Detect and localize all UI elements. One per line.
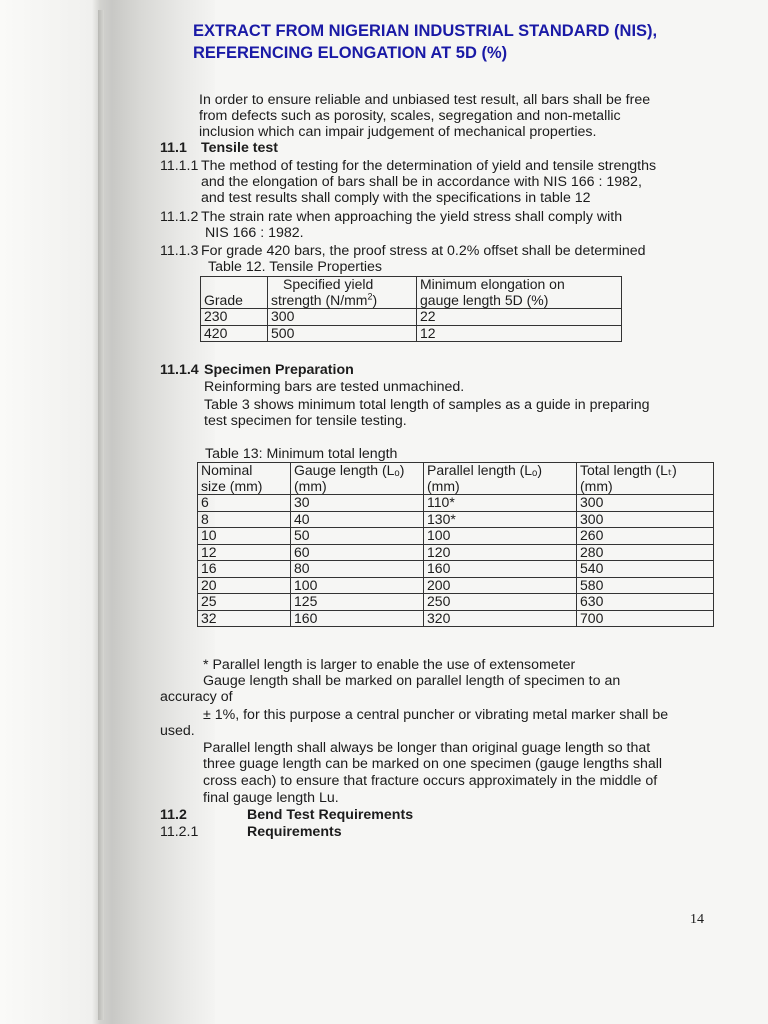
table-13 [197, 462, 714, 627]
section-11-1-1-line-1: The method of testing for the determination of yield and tensile strengths [201, 158, 657, 174]
table-cell: 30 [291, 495, 424, 512]
section-11-1-3-number: 11.1.3 [160, 243, 199, 259]
table-cell: 100 [291, 577, 424, 594]
table-row [201, 309, 622, 326]
section-11-2-1-heading: Requirements [247, 824, 342, 840]
table-cell: 12 [417, 325, 622, 342]
table-cell: 420 [201, 325, 268, 342]
section-11-1-heading: Tensile test [201, 140, 279, 156]
title-line-1: EXTRACT FROM NIGERIAN INDUSTRIAL STANDARD (NIS), [193, 22, 658, 40]
intro-line-2: from defects such as porosity, scales, segregation and non-metallic [199, 108, 621, 124]
section-11-1-2-line-2: NIS 166 : 1982. [205, 225, 304, 241]
table-row [198, 610, 714, 627]
parallel-note-line-4: final gauge length Lu. [203, 790, 339, 806]
table-row [198, 544, 714, 561]
table-cell: 300 [577, 511, 714, 528]
table-cell: 130* [424, 511, 577, 528]
table-cell: 6 [198, 495, 291, 512]
table-12-header-yield: Specified yield strength $(N/mm^2)$ [268, 277, 417, 309]
section-11-2-heading: Bend Test Requirements [247, 807, 414, 823]
table-cell: 320 [424, 610, 577, 627]
table-12-header-row [201, 277, 622, 309]
parallel-note-line-2: three guage length can be marked on one specimen (gauge lengths shall [203, 756, 663, 772]
gauge-note-line-4: used. [160, 723, 195, 739]
table-cell: 260 [577, 528, 714, 545]
table-cell: 12 [198, 544, 291, 561]
table-cell: 250 [424, 594, 577, 611]
table-cell: 160 [291, 610, 424, 627]
table-cell: 22 [417, 309, 622, 326]
table-cell: 500 [268, 325, 417, 342]
section-11-1-4-heading: Specimen Preparation [204, 362, 354, 378]
title-line-2: REFERENCING ELONGATION AT 5D (%) [193, 44, 508, 62]
section-11-1-2-number: 11.1.2 [160, 209, 199, 225]
table-row [198, 528, 714, 545]
table-cell: 32 [198, 610, 291, 627]
section-11-2-number: 11.2 [160, 807, 187, 823]
table-cell: 80 [291, 561, 424, 578]
table-cell: 50 [291, 528, 424, 545]
section-11-1-4-line-1: Reinforming bars are tested unmachined. [204, 379, 465, 395]
table-cell: 25 [198, 594, 291, 611]
table-cell: 230 [201, 309, 268, 326]
table-row [198, 511, 714, 528]
gauge-note-line-2: accuracy of [160, 689, 233, 705]
table-13-header-total: Total length (Lₜ) (mm) [577, 463, 714, 495]
footnote-parallel: * Parallel length is larger to enable the use of extensometer [203, 657, 576, 673]
table-row [198, 594, 714, 611]
gauge-note-line-1: Gauge length shall be marked on parallel length of specimen to an [203, 673, 621, 689]
section-11-1-4-line-3: test specimen for tensile testing. [204, 413, 407, 429]
table-cell: 110* [424, 495, 577, 512]
section-11-1-2-line-1: The strain rate when approaching the yield stress shall comply with [201, 209, 623, 225]
table-cell: 100 [424, 528, 577, 545]
section-11-1-1-line-2: and the elongation of bars shall be in accordance with NIS 166 : 1982, [201, 174, 642, 190]
table-cell: 200 [424, 577, 577, 594]
table-row [198, 577, 714, 594]
section-11-1-4-number: 11.1.4 [160, 362, 199, 378]
table-12-caption: Table 12. Tensile Properties [208, 259, 383, 275]
table-row [201, 325, 622, 342]
table-cell: 10 [198, 528, 291, 545]
table-12-header-elongation: Minimum elongation on gauge length 5D (%) [417, 277, 622, 309]
table-cell: 40 [291, 511, 424, 528]
intro-line-3: inclusion which can impair judgement of mechanical properties. [199, 124, 597, 140]
intro-line-1: In order to ensure reliable and unbiased test result, all bars shall be free [199, 92, 651, 108]
parallel-note-line-3: cross each) to ensure that fracture occurs approximately in the middle of [203, 773, 658, 789]
table-cell: 125 [291, 594, 424, 611]
table-cell: 16 [198, 561, 291, 578]
table-cell: 630 [577, 594, 714, 611]
section-11-2-1-number: 11.2.1 [160, 824, 199, 840]
section-11-1-1-line-3: and test results shall comply with the specifications in table 12 [201, 190, 591, 206]
table-13-caption: Table 13: Minimum total length [205, 446, 398, 462]
table-13-header-row [198, 463, 714, 495]
table-cell: 120 [424, 544, 577, 561]
section-11-1-1-number: 11.1.1 [160, 158, 199, 174]
section-11-1-number: 11.1 [160, 140, 187, 156]
table-cell: 8 [198, 511, 291, 528]
table-cell: 540 [577, 561, 714, 578]
section-11-1-4-line-2: Table 3 shows minimum total length of samples as a guide in preparing [204, 397, 650, 413]
parallel-note-line-1: Parallel length shall always be longer than original guage length so that [203, 740, 651, 756]
table-cell: 20 [198, 577, 291, 594]
table-cell: 160 [424, 561, 577, 578]
table-cell: 580 [577, 577, 714, 594]
table-12 [200, 276, 622, 342]
table-cell: 300 [577, 495, 714, 512]
table-row [198, 561, 714, 578]
table-cell: 280 [577, 544, 714, 561]
table-cell: 60 [291, 544, 424, 561]
table-13-header-gauge: Gauge length (Lₒ) (mm) [291, 463, 424, 495]
table-cell: 300 [268, 309, 417, 326]
section-11-1-3-line-1: For grade 420 bars, the proof stress at 0.2% offset shall be determined [201, 243, 646, 259]
document-title [193, 20, 657, 64]
table-12-header-grade: Grade [201, 277, 268, 309]
table-cell: 700 [577, 610, 714, 627]
table-13-header-parallel: Parallel length (Lₒ) (mm) [424, 463, 577, 495]
page-number: 14 [690, 912, 704, 927]
table-13-header-size: Nominal size (mm) [198, 463, 291, 495]
gauge-note-line-3: ± 1%, for this purpose a central puncher or vibrating metal marker shall be [203, 707, 669, 723]
table-row [198, 495, 714, 512]
